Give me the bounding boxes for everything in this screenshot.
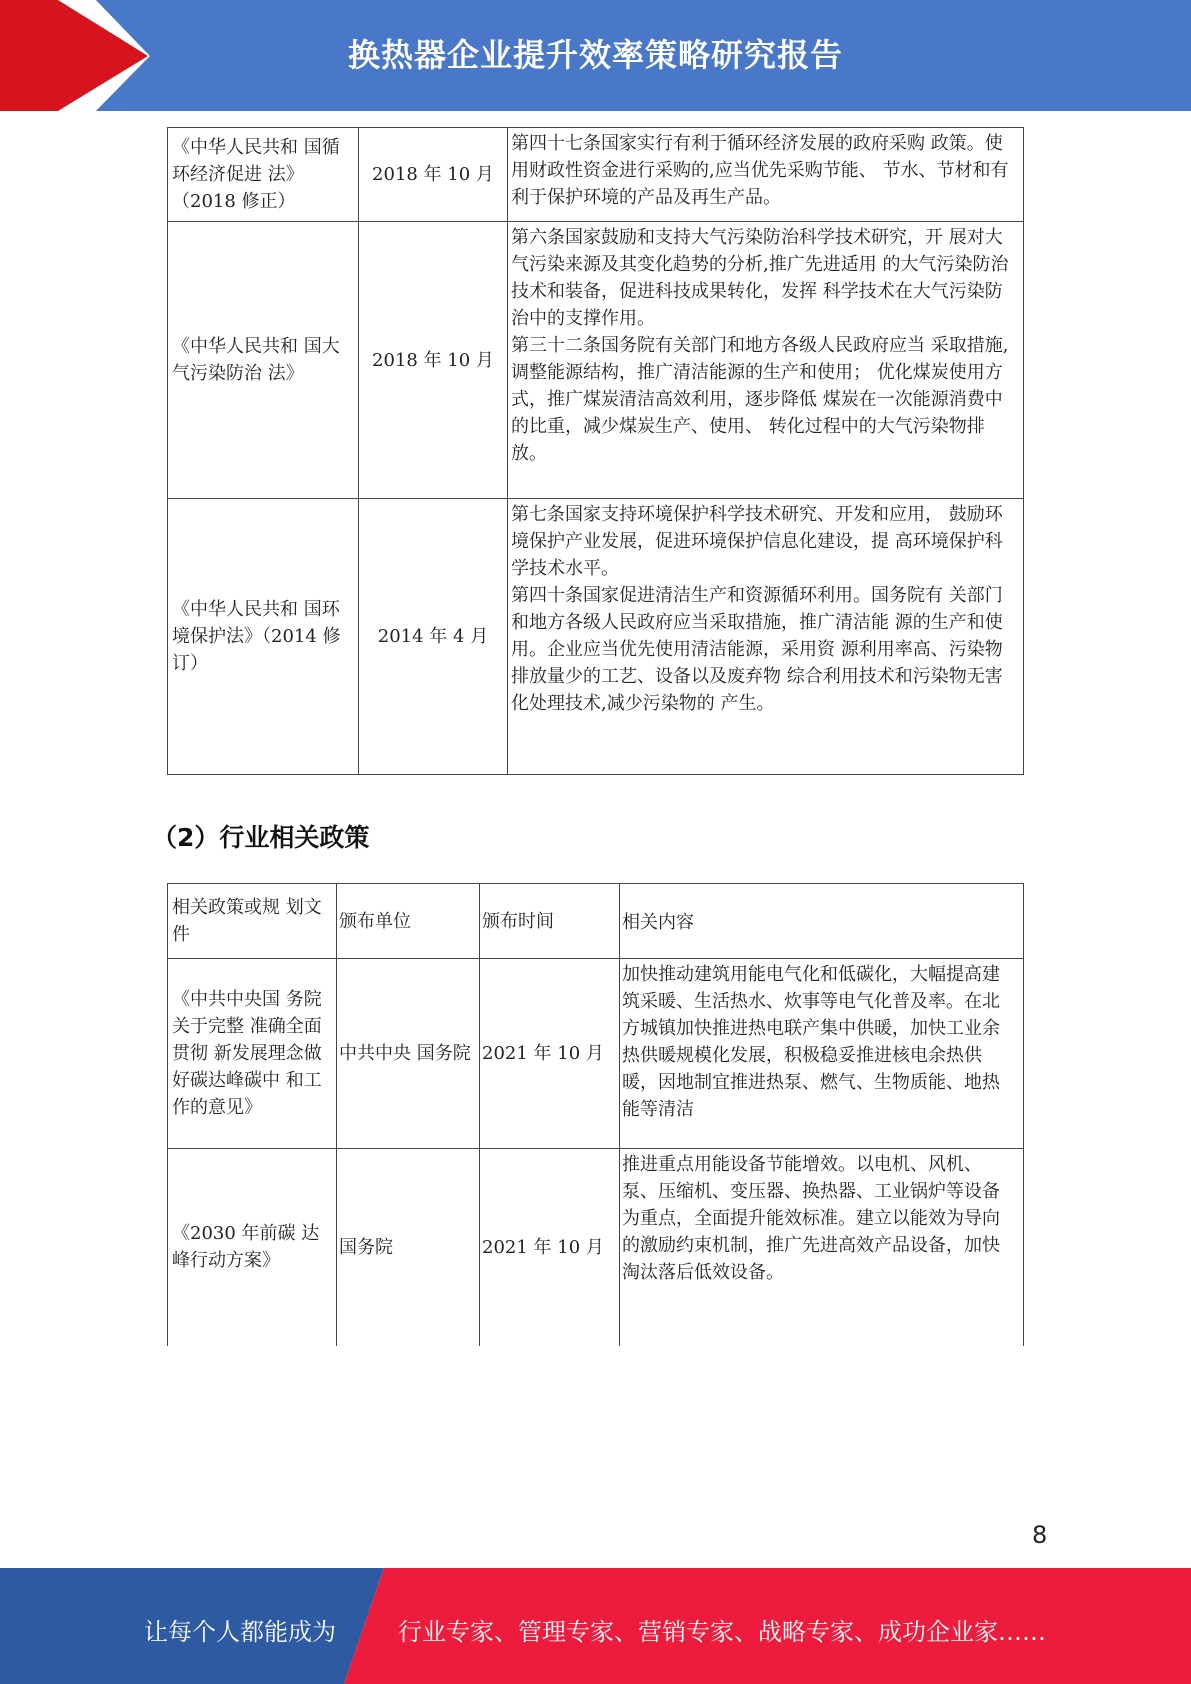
policy-issuer: 中共中央 国务院 — [337, 959, 480, 1149]
section-heading: （2）行业相关政策 — [152, 823, 370, 852]
page-number: 8 — [1032, 1521, 1048, 1549]
law-content: 第四十七条国家实行有利于循环经济发展的政府采购 政策。使用财政性资金进行采购的,应当优先采购节能、 节水、节材和有利于保护环境的产品及再生产品。 — [508, 128, 1024, 222]
law-name: 《中华人民共和 国循环经济促进 法》（2018 修正） — [168, 128, 359, 222]
column-header: 颁布时间 — [480, 884, 620, 959]
policy-issuer: 国务院 — [337, 1149, 480, 1346]
law-name: 《中华人民共和 国大气污染防治 法》 — [168, 222, 359, 499]
law-date: 2014 年 4 月 — [359, 499, 508, 775]
page-header — [0, 0, 1191, 111]
table-row — [168, 222, 1024, 499]
policy-content: 加快推动建筑用能电气化和低碳化，大幅提高建筑采暖、生活热水、炊事等电气化普及率。在北方城镇加快推进热电联产集中供暖，加快工业余热供暖规模化发展，积极稳妥推进核电余热供暖，因地制宜推进热泵、燃气、生物质能、地热能等清洁 — [620, 959, 1024, 1149]
footer-slogan-left: 让每个人都能成为 — [144, 1618, 336, 1646]
policy-content: 推进重点用能设备节能增效。以电机、风机、泵、压缩机、变压器、换热器、工业锅炉等设备为重点，全面提升能效标准。建立以能效为导向的激励约束机制，推广先进高效产品设备，加快淘汰落后低效设备。 — [620, 1149, 1024, 1346]
column-header: 相关内容 — [620, 884, 1024, 959]
column-header: 颁布单位 — [337, 884, 480, 959]
table-row — [168, 959, 1024, 1149]
report-title: 换热器企业提升效率策略研究报告 — [347, 36, 843, 74]
law-content: 第七条国家支持环境保护科学技术研究、开发和应用， 鼓励环境保护产业发展，促进环境保护信息化建设，提 高环境保护科学技术水平。 第四十条国家促进清洁生产和资源循环利用。国务院有 关部门和地方各级人民政府应当采取措施，推广清洁能 源的生产和使用。企业应当优先使用清洁能源，采用资 源利用率高、污染物排放量少的工艺、设备以及废弃物 综合利用技术和污染物无害化处理技术,减少污染物的 产生。 — [508, 499, 1024, 775]
footer-slogan-right: 行业专家、管理专家、营销专家、战略专家、成功企业家…… — [398, 1618, 1046, 1646]
law-date: 2018 年 10 月 — [359, 222, 508, 499]
policy-doc: 《中共中央国 务院关于完整 准确全面贯彻 新发展理念做 好碳达峰碳中 和工作的意见》 — [168, 959, 337, 1149]
table-row — [168, 1149, 1024, 1346]
table-header-row — [168, 884, 1024, 959]
law-date: 2018 年 10 月 — [359, 128, 508, 222]
policy-date: 2021 年 10 月 — [480, 959, 620, 1149]
table-row — [168, 499, 1024, 775]
table-row — [168, 128, 1024, 222]
law-name: 《中华人民共和 国环境保护法》（2014 修订） — [168, 499, 359, 775]
policy-table — [167, 883, 1024, 1346]
column-header: 相关政策或规 划文件 — [168, 884, 337, 959]
page-footer — [0, 1568, 1191, 1684]
policy-doc: 《2030 年前碳 达峰行动方案》 — [168, 1149, 337, 1346]
law-content: 第六条国家鼓励和支持大气污染防治科学技术研究，开 展对大气污染来源及其变化趋势的分析,推广先进适用 的大气污染防治技术和装备，促进科技成果转化，发挥 科学技术在大气污染防治中的支撑作用。 第三十二条国务院有关部门和地方各级人民政府应当 采取措施,调整能源结构，推广清洁能源的生产和使用； 优化煤炭使用方式，推广煤炭清洁高效利用，逐步降低 煤炭在一次能源消费中的比重，减少煤炭生产、使用、 转化过程中的大气污染物排放。 — [508, 222, 1024, 499]
laws-table — [167, 127, 1024, 775]
policy-date: 2021 年 10 月 — [480, 1149, 620, 1346]
